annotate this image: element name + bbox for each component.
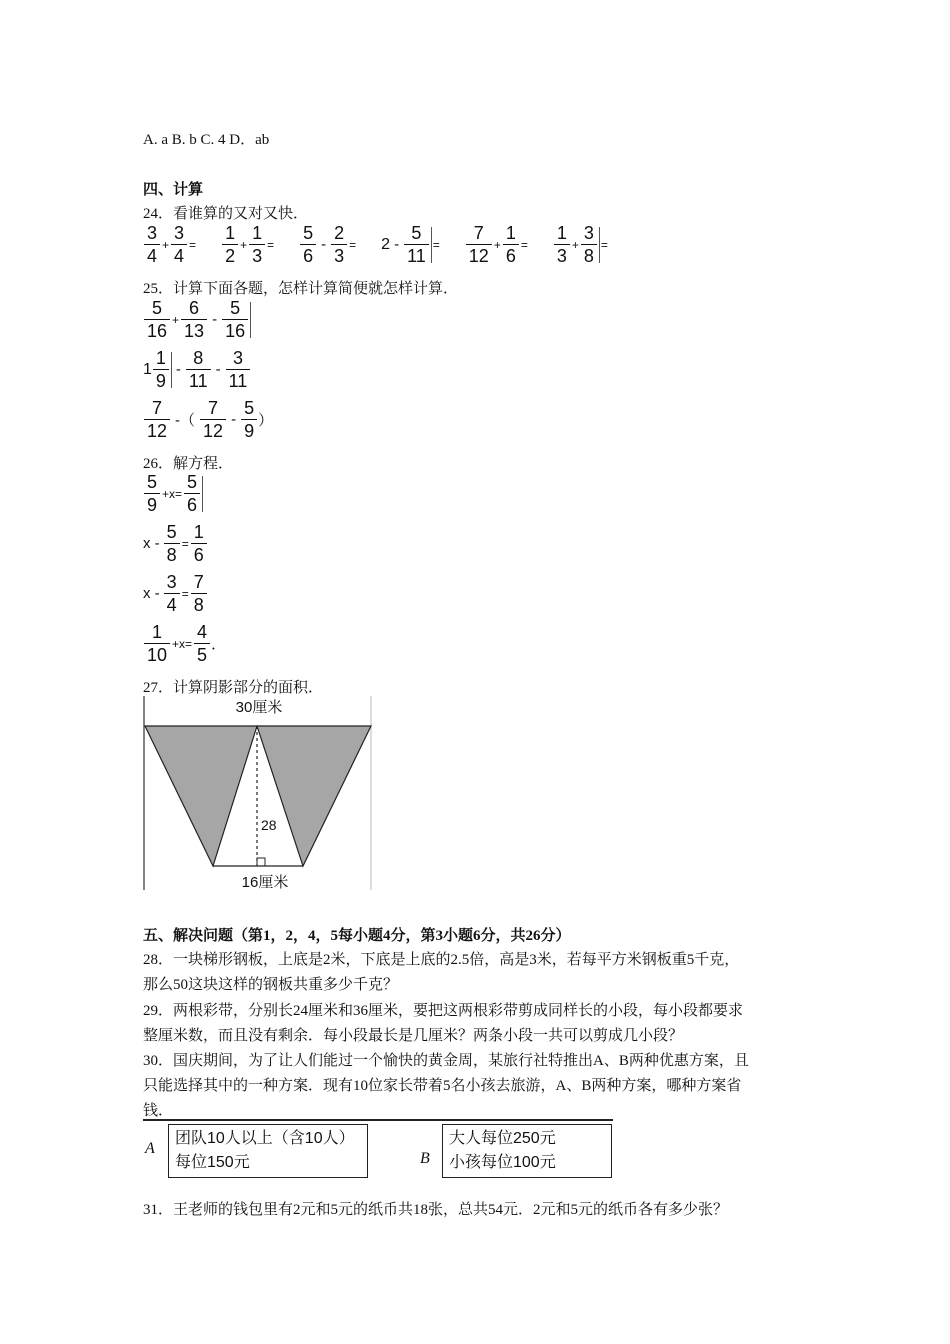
fraction: $\frac{3}{4}$ — [144, 223, 160, 266]
q31-text: 31．王老师的钱包里有2元和5元的纸币共18张，总共54元．2元和5元的纸币各有多少张？ — [143, 1202, 729, 1218]
q26-equation-1: $\frac{5}{9}$ +x= $\frac{5}{6}$ — [143, 472, 203, 515]
fraction: $\frac{5}{11}$ — [404, 223, 429, 266]
plan-b-line-2: 小孩每位100元 — [449, 1154, 556, 1171]
q30-line-1: 30．国庆期间，为了让人们能过一个愉快的黄金周，某旅行社特推出A、B两种优惠方案，且 — [143, 1053, 749, 1069]
right-angle-mark — [257, 858, 265, 866]
q25-expression-1: $\frac{5}{16}$ + $\frac{6}{13}$ - $\frac{5}{16}$ — [143, 298, 251, 341]
fraction: $\frac{7}{12}$ — [466, 223, 492, 266]
q25-text: 25．计算下面各题，怎样计算简便就怎样计算． — [143, 281, 459, 297]
fraction: $\frac{3}{8}$ — [581, 223, 597, 266]
q26-equation-3: x - $\frac{3}{4}$ = $\frac{7}{8}$ — [143, 572, 208, 615]
section-4-title: 四、计算 — [143, 182, 204, 198]
q24-text: 24．看谁算的又对又快． — [143, 206, 309, 222]
section-5-title: 五、解决问题（第1，2，4，5每小题4分，第3小题6分，共26分） — [143, 928, 571, 944]
top-length-label: 30厘米 — [235, 699, 283, 716]
fraction: $\frac{5}{6}$ — [300, 223, 316, 266]
plan-a-box — [168, 1124, 368, 1178]
q30-line-2: 只能选择其中的一种方案．现有10位家长带着5名小孩去旅游，A、B两种方案，哪种方案省 — [143, 1078, 742, 1094]
q25-expression-3: $\frac{7}{12}$ -（ $\frac{7}{12}$ - $\frac{5}{9}$ ） — [143, 398, 273, 441]
q29-line-1: 29．两根彩带，分别长24厘米和36厘米，要把这两根彩带剪成同样长的小段，每小段都要求 — [143, 1003, 744, 1019]
fraction: $\frac{1}{6}$ — [503, 223, 519, 266]
q26-equation-4: $\frac{1}{10}$ +x= $\frac{4}{5}$ ． — [143, 622, 226, 665]
q25-expression-2: 1 $\frac{1}{9}$ - $\frac{8}{11}$ - $\frac{3}{11}$ — [143, 348, 251, 391]
q28-line-1: 28．一块梯形钢板，上底是2米，下底是上底的2.5倍，高是3米，若每平方米钢板重5千克， — [143, 952, 740, 968]
plan-b-label: B — [420, 1150, 430, 1167]
q26-equation-2: x - $\frac{5}{8}$ = $\frac{1}{6}$ — [143, 522, 208, 565]
choices-line: A. a B. b C. 4 D．ab — [143, 132, 270, 148]
fraction: $\frac{1}{3}$ — [249, 223, 265, 266]
bottom-length-label: 16厘米 — [241, 874, 289, 891]
q26-text: 26．解方程． — [143, 456, 234, 472]
plan-b-line-1: 大人每位250元 — [449, 1130, 556, 1147]
plan-a-line-1: 团队10人以上（含10人） — [175, 1130, 355, 1147]
table-top-rule — [143, 1119, 613, 1121]
shaded-right-triangle — [257, 726, 371, 866]
plan-a-line-2: 每位150元 — [175, 1154, 250, 1171]
fraction: $\frac{1}{2}$ — [222, 223, 238, 266]
fraction: $\frac{3}{4}$ — [171, 223, 187, 266]
plan-b-box — [442, 1124, 612, 1178]
fraction: $\frac{1}{3}$ — [554, 223, 570, 266]
shaded-area-figure — [143, 696, 373, 892]
plan-a-label: A — [145, 1140, 155, 1157]
q30-line-3: 钱． — [143, 1103, 174, 1119]
q27-text: 27．计算阴影部分的面积． — [143, 680, 324, 696]
q24-expressions: $\frac{3}{4}$ + $\frac{3}{4}$ = $\frac{1}{2}$ + $\frac{1}{3}$ = $\frac{5}{6}$ - $\frac{2}{3}$ = 2 - $\frac{5}{11}$ = $\frac{7}{12}$ + $\frac{1}{6}$ = $\frac{1}{3}$ + $\frac{3}{8}$ = — [143, 223, 609, 266]
q29-line-2: 整厘米数，而且没有剩余．每小段最长是几厘米？两条小段一共可以剪成几小段？ — [143, 1028, 684, 1044]
fraction: $\frac{2}{3}$ — [331, 223, 347, 266]
shaded-left-triangle — [145, 726, 257, 866]
height-label: 28 — [261, 817, 277, 833]
q28-line-2: 那么50这块这样的钢板共重多少千克？ — [143, 977, 399, 993]
